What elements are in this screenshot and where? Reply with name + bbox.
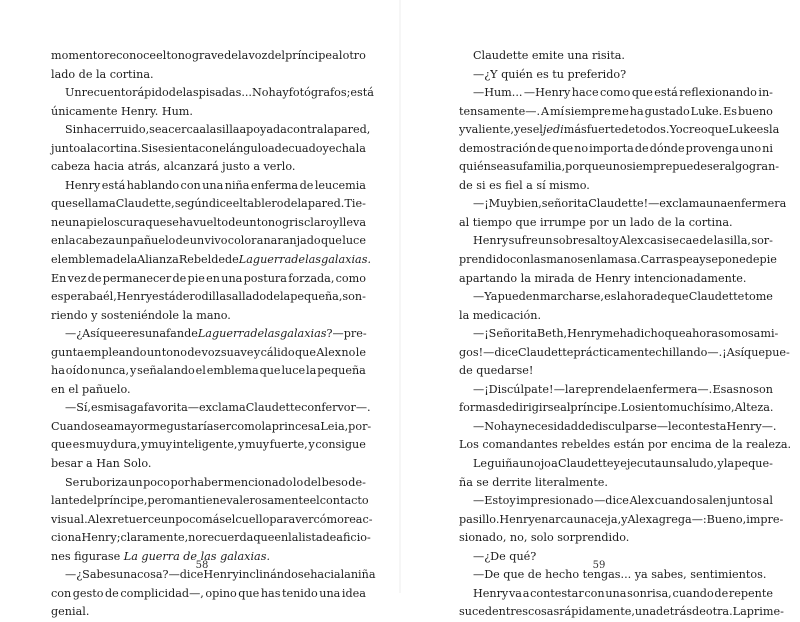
text-line: Sin hacer ruido, se acerca a la silla apoyada contra la pared,: [65, 123, 371, 137]
text-line: —Hum... —Henry hace como que está reflexionando in-: [473, 86, 773, 100]
text-line: la medicación.: [459, 308, 541, 322]
text-line: nes figurase La guerra de las galaxias.: [51, 549, 270, 563]
text-line: Cuando sea mayor me gustaría ser como la princesa Leia, por-: [51, 419, 372, 433]
text-line: en el pañuelo.: [51, 382, 131, 396]
page-number-right: 59: [592, 560, 606, 571]
text-line: —¿Así que eres una fan de La guerra de las galaxias ? —pre-: [65, 327, 367, 341]
text-line: y valiente, y es el jedi más fuerte de todos. Yo creo que Luke es la: [459, 123, 780, 137]
text-line: —No hay necesidad de disculparse —le contesta Henry—.: [473, 419, 777, 433]
text-line: que es muy dura, y muy inteligente, y muy fuerte, y consigue: [51, 438, 366, 452]
right-page: [400, 0, 800, 619]
text-line: únicamente Henry. Hum.: [51, 104, 193, 118]
text-line: ha oído nunca, y señalando el emblema que luce la pequeña: [51, 364, 366, 378]
text-line: ne una piel oscura que se ha vuelto de un tono gris claro y lleva: [51, 215, 366, 229]
text-line: que se llama Claudette, según dice el tablero de la pared. Tie-: [51, 197, 366, 211]
text-line: besar a Han Solo.: [51, 457, 152, 471]
text-line: —¡Discúlpate! —la reprende la enfermera—. Esas no son: [473, 382, 773, 396]
text-line: ña se derrite literalmente.: [459, 475, 608, 489]
text-line: —¡Muy bien, señorita Claudette! —exclama una enfermera: [473, 197, 787, 211]
text-line: visual. Alex retuerce un poco más el cuello para ver cómo reac-: [51, 512, 373, 526]
text-line: apartando la mirada de Henry intencionadamente.: [459, 271, 747, 285]
text-line: genial.: [51, 605, 90, 619]
text-line: —Sí, es mi saga favorita —exclama Claudette con fervor—.: [65, 401, 371, 415]
text-line: en la cabeza un pañuelo de un vivo color anaranjado que luce: [51, 234, 366, 248]
text-line: de si es fiel a sí mismo.: [459, 178, 590, 192]
page-number-left: 58: [195, 560, 209, 571]
text-line: esperaba él, Henry está de rodillas al lado de la pequeña, son-: [51, 290, 366, 304]
text-line: lante del príncipe, pero mantiene valerosamente el contacto: [51, 494, 369, 508]
text-line: —¿Y quién es tu preferido?: [473, 67, 627, 81]
text-line: tensamente—. A mí siempre me ha gustado Luke. Es bueno: [459, 104, 773, 118]
text-line: —¿Sabes una cosa? —dice Henry inclinándose hacia la niña: [65, 568, 376, 582]
text-line: junto a la cortina. Si se sienta con el ángulo adecuado y echa la: [51, 141, 366, 155]
text-line: Los comandantes rebeldes están por encima de la realeza.: [459, 438, 792, 452]
text-line: —Ya pueden marcharse, es la hora de que Claudette tome: [473, 290, 773, 304]
text-line: lado de la cortina.: [51, 67, 154, 81]
right-page-text: [459, 47, 792, 622]
text-line: sionado, no, solo sorprendido.: [459, 531, 630, 545]
text-line: Un recuento rápido de las pisadas... No hay fotógrafos; está: [65, 86, 374, 100]
left-page: [0, 0, 400, 619]
text-line: gunta empleando un tono de voz suave y cálido que Alex no le: [51, 345, 366, 359]
text-line: —¡Señorita Beth, Henry me ha dicho que ahora somos ami-: [473, 327, 779, 341]
text-line: con gesto de complicidad—, opino que has tenido una idea: [51, 586, 366, 600]
text-line: Henry sufre un sobresalto y Alex casi se cae de la silla, sor-: [473, 234, 773, 248]
text-line: prendido con las manos en la masa. Carraspea y se pone de pie: [459, 253, 777, 267]
text-line: formas de dirigirse al príncipe. Lo siento muchísimo, Alteza.: [459, 401, 774, 415]
text-line: al tiempo que irrumpe por un lado de la cortina.: [459, 215, 733, 229]
text-line: riendo y sosteniéndole la mano.: [51, 308, 231, 322]
text-line: suceden tres cosas rápidamente, una detrás de otra. La prime-: [459, 605, 784, 619]
text-line: demostración de que no importa de dónde provenga uno ni: [459, 141, 773, 155]
text-line: ciona Henry; claramente, no recuerda que en la lista de aficio-: [51, 531, 371, 545]
left-page-text: [51, 47, 376, 622]
text-line: Claudette emite una risita.: [473, 49, 625, 62]
text-line: —¿De qué?: [473, 549, 537, 563]
text-line: cabeza hacia atrás, alcanzará justo a verlo.: [51, 160, 296, 174]
text-line: pasillo. Henry enarca una ceja, y Alex agrega—: Bueno, impre-: [459, 512, 784, 526]
text-line: —De que de hecho tengas... ya sabes, sentimientos.: [473, 568, 767, 582]
text-line: En vez de permanecer de pie en una postura forzada, como: [51, 271, 366, 285]
text-line: el emblema de la Alianza Rebelde de La guerra de las galaxias.: [51, 253, 371, 267]
text-line: quién sea su familia, porque uno siempre puede ser algo gran-: [459, 160, 780, 174]
text-line: de quedarse!: [459, 364, 534, 378]
text-line: Henry va a contestar con una sonrisa, cuando de repente: [473, 586, 773, 600]
text-line: momento reconoce el tono grave de la voz del príncipe al otro: [51, 49, 366, 62]
text-line: —Estoy impresionado —dice Alex cuando salen juntos al: [473, 494, 773, 508]
text-line: Le guiña un ojo a Claudette y ejecuta un saludo, y la peque-: [473, 457, 773, 471]
text-line: gos! —dice Claudette prácticamente chillando—. ¡Así que pue-: [459, 345, 790, 359]
text-line: Henry está hablando con una niña enferma de leucemia: [65, 178, 366, 192]
text-line: Se ruboriza un poco por haber mencionado lo del beso de-: [65, 475, 366, 489]
